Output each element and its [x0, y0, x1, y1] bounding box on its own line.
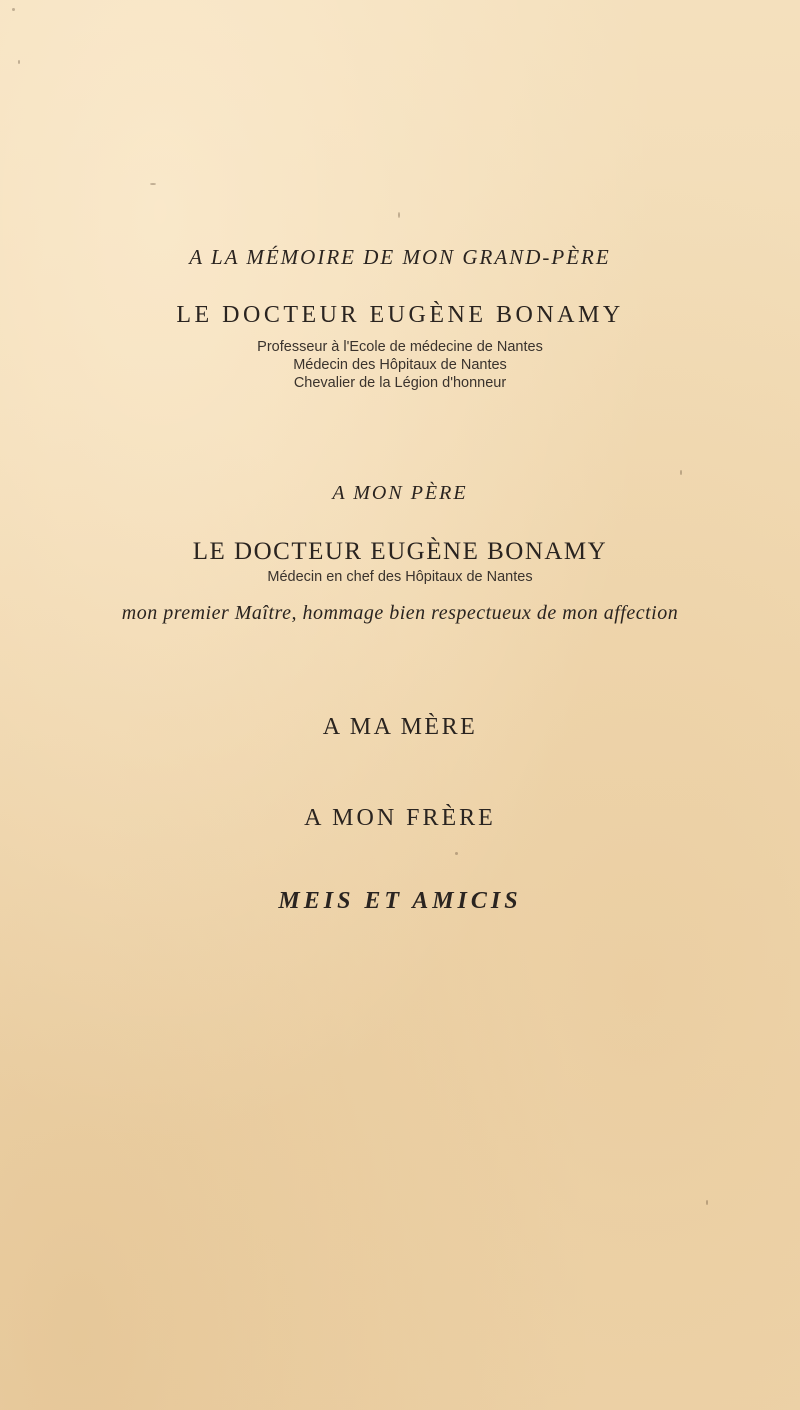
paper-speck: [150, 183, 156, 185]
grandfather-title-2: Médecin des Hôpitaux de Nantes: [293, 357, 507, 373]
paper-speck: [398, 212, 400, 218]
father-name: LE DOCTEUR EUGÈNE BONAMY: [192, 538, 608, 565]
father-dedication: mon premier Maître, hommage bien respectueux de mon affection: [121, 602, 679, 624]
paper-speck: [18, 60, 20, 64]
paper-speck: [12, 8, 15, 11]
paper-speck: [680, 470, 682, 475]
grandfather-title-3: Chevalier de la Légion d'honneur: [293, 375, 507, 391]
father-heading: A MON PÈRE: [332, 482, 468, 504]
mother-heading: A MA MÈRE: [322, 714, 478, 740]
paper-speck: [706, 1200, 708, 1205]
closing-motto: MEIS ET AMICIS: [278, 888, 522, 914]
father-title: Médecin en chef des Hôpitaux de Nantes: [267, 569, 533, 585]
grandfather-title-1: Professeur à l'Ecole de médecine de Nantes: [257, 339, 543, 355]
brother-heading: A MON FRÈRE: [304, 805, 496, 831]
grandfather-heading: A LA MÉMOIRE DE MON GRAND-PÈRE: [189, 245, 611, 269]
grandfather-name: LE DOCTEUR EUGÈNE BONAMY: [176, 302, 624, 328]
paper-speck: [455, 852, 458, 855]
